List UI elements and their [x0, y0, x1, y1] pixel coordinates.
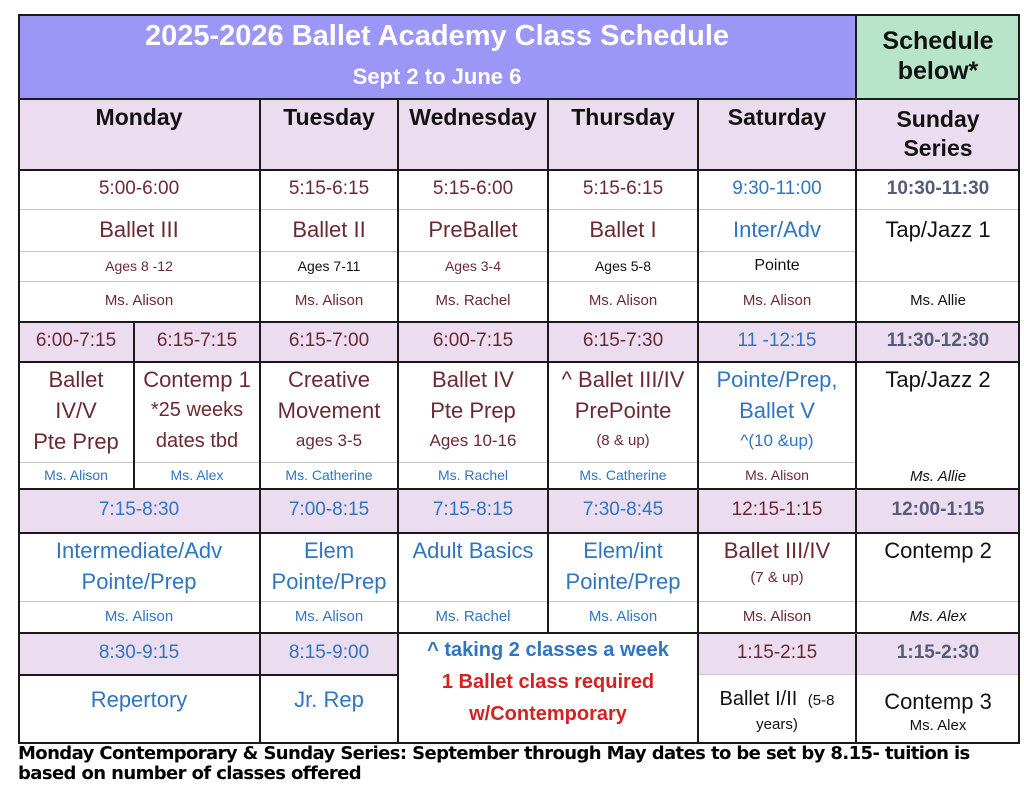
time-saturday-3: 12:15-1:15 — [731, 498, 823, 520]
day-thursday: Thursday — [571, 104, 675, 131]
time-wednesday-2: 6:00-7:15 — [432, 329, 514, 351]
time-saturday-4: 1:15-2:15 — [736, 641, 818, 663]
class-saturday-1: Inter/Adv — [732, 216, 822, 242]
grid-line — [133, 321, 135, 488]
class-sunday-3: Contemp 2 — [884, 538, 992, 563]
time-sunday-2: 11:30-12:30 — [886, 329, 990, 351]
time-sunday-1: 10:30-11:30 — [886, 177, 990, 199]
time-monday-2b: 6:15-7:15 — [156, 329, 238, 351]
time-monday-2a: 6:00-7:15 — [35, 329, 117, 351]
class-wednesday-3: Adult Basics — [412, 538, 534, 563]
ages-thursday-1: Ages 5-8 — [594, 257, 652, 274]
grid-divider — [18, 209, 1020, 210]
class-saturday-4-title: Ballet I/II — [719, 688, 798, 710]
ages-sunday-1 — [856, 251, 1020, 281]
teacher-monday-2a: Ms. Alison — [44, 466, 108, 483]
class-thursday-3: Elem/int Pointe/Prep — [565, 538, 681, 594]
class-sunday-4: Contemp 3 Ms. Alex — [884, 689, 992, 734]
time-tuesday-1: 5:15-6:15 — [288, 177, 370, 199]
class-saturday-3: Ballet III/IV (7 & up) — [723, 538, 831, 586]
day-tuesday: Tuesday — [283, 104, 375, 131]
class-tuesday-1: Ballet II — [292, 216, 366, 242]
time-thursday-2: 6:15-7:30 — [582, 329, 664, 351]
schedule-title: 2025-2026 Ballet Academy Class Schedule — [144, 20, 730, 52]
teacher-monday-1: Ms. Alison — [104, 292, 174, 309]
teacher-tuesday-1: Ms. Alison — [294, 292, 364, 309]
class-tuesday-2: Creative Movement ages 3-5 — [277, 367, 381, 450]
schedule-note: Schedule below* — [882, 26, 994, 85]
grid-line — [18, 674, 398, 676]
grid-line — [18, 361, 1020, 363]
class-saturday-4 — [698, 674, 856, 744]
footer-note: Monday Contemporary & Sunday Series: September through May dates to be set by 8.15- tuition is based on number of classes offered — [18, 743, 970, 785]
time-thursday-1: 5:15-6:15 — [582, 177, 664, 199]
teacher-tuesday-2: Ms. Catherine — [285, 466, 373, 483]
grid-line — [18, 98, 1020, 100]
teacher-wednesday-3: Ms. Rachel — [435, 607, 511, 625]
day-saturday: Saturday — [727, 104, 827, 131]
grid-line — [18, 488, 1020, 490]
grid-divider — [18, 462, 856, 463]
teacher-monday-2b: Ms. Alex — [170, 466, 224, 483]
ages-tuesday-1: Ages 7-11 — [297, 257, 361, 274]
time-sunday-4: 1:15-2:30 — [896, 641, 980, 663]
grid-divider — [18, 601, 1020, 602]
class-saturday-4-ages-b: years) — [756, 716, 798, 733]
class-saturday-2: Pointe/Prep, Ballet V ^(10 &up) — [716, 367, 838, 450]
grid-line — [855, 14, 857, 744]
teacher-thursday-3: Ms. Alison — [588, 607, 658, 625]
time-thursday-3: 7:30-8:45 — [582, 498, 664, 520]
teacher-saturday-3: Ms. Alison — [742, 607, 812, 625]
teacher-saturday-1: Ms. Alison — [742, 292, 812, 309]
teacher-tuesday-3: Ms. Alison — [294, 607, 364, 625]
ages-wednesday-1: Ages 3-4 — [444, 257, 502, 274]
teacher-thursday-2: Ms. Catherine — [579, 466, 667, 483]
class-wednesday-2: Ballet IV Pte Prep Ages 10-16 — [429, 367, 517, 450]
class-sunday-2: Tap/Jazz 2 — [885, 367, 991, 392]
time-tuesday-4: 8:15-9:00 — [288, 641, 370, 663]
class-thursday-1: Ballet I — [589, 216, 657, 242]
grid-line — [697, 98, 699, 744]
teacher-sunday-3: Ms. Alex — [909, 607, 967, 625]
teacher-monday-3: Ms. Alison — [104, 607, 174, 625]
grid-line — [397, 98, 399, 744]
time-saturday-2: 11 -12:15 — [737, 329, 817, 351]
time-monday-4: 8:30-9:15 — [98, 641, 180, 663]
class-wednesday-1: PreBallet — [428, 216, 518, 242]
ages-monday-1: Ages 8 -12 — [105, 257, 173, 274]
grid-line — [18, 532, 1020, 534]
teacher-sunday-1: Ms. Allie — [910, 292, 966, 309]
teacher-saturday-2: Ms. Alison — [745, 466, 809, 483]
grid-divider — [18, 281, 1020, 282]
time-sunday-3: 12:00-1:15 — [891, 498, 985, 520]
teacher-sunday-4: Ms. Alex — [909, 717, 967, 734]
grid-line — [18, 169, 1020, 171]
grid-divider — [18, 251, 856, 252]
grid-divider — [698, 674, 1020, 675]
schedule-subtitle: Sept 2 to June 6 — [352, 64, 522, 89]
level-saturday-1: Pointe — [754, 257, 800, 275]
note-two-classes: ^ taking 2 classes a week 1 Ballet class required w/Contemporary — [427, 639, 669, 725]
class-monday-2a: Ballet IV/V Pte Prep — [33, 367, 119, 454]
teacher-wednesday-1: Ms. Rachel — [435, 292, 511, 309]
grid-line — [547, 98, 549, 632]
time-wednesday-3: 7:15-8:15 — [432, 498, 514, 520]
class-thursday-2: ^ Ballet III/IV PrePointe (8 & up) — [561, 367, 685, 449]
grid-line — [18, 14, 1020, 16]
day-monday: Monday — [95, 104, 183, 131]
day-sunday-series: Sunday Series — [896, 106, 980, 161]
schedule-table — [18, 14, 1020, 744]
time-saturday-1: 9:30-11:00 — [732, 177, 822, 199]
time-monday-1: 5:00-6:00 — [98, 177, 180, 199]
time-tuesday-3: 7:00-8:15 — [288, 498, 370, 520]
grid-line — [18, 321, 1020, 323]
grid-line — [18, 14, 20, 744]
teacher-wednesday-2: Ms. Rachel — [437, 466, 509, 483]
grid-line — [1018, 14, 1020, 744]
grid-line — [259, 98, 261, 744]
time-monday-3: 7:15-8:30 — [98, 498, 180, 520]
class-monday-2b: Contemp 1 *25 weeks dates tbd — [143, 367, 251, 452]
time-tuesday-2: 6:15-7:00 — [288, 329, 370, 351]
class-saturday-4-ages-a: (5-8 — [807, 692, 835, 709]
teacher-sunday-2: Ms. Allie — [909, 468, 967, 485]
class-monday-3: Intermediate/Adv Pointe/Prep — [55, 538, 223, 594]
class-monday-1: Ballet III — [99, 216, 179, 242]
class-sunday-1: Tap/Jazz 1 — [885, 216, 991, 242]
class-tuesday-3: Elem Pointe/Prep — [271, 538, 387, 594]
time-wednesday-1: 5:15-6:00 — [432, 177, 514, 199]
day-wednesday: Wednesday — [409, 104, 537, 131]
teacher-thursday-1: Ms. Alison — [588, 292, 658, 309]
grid-line — [18, 632, 1020, 634]
class-tuesday-4: Jr. Rep — [294, 686, 364, 712]
class-monday-4: Repertory — [90, 686, 188, 712]
